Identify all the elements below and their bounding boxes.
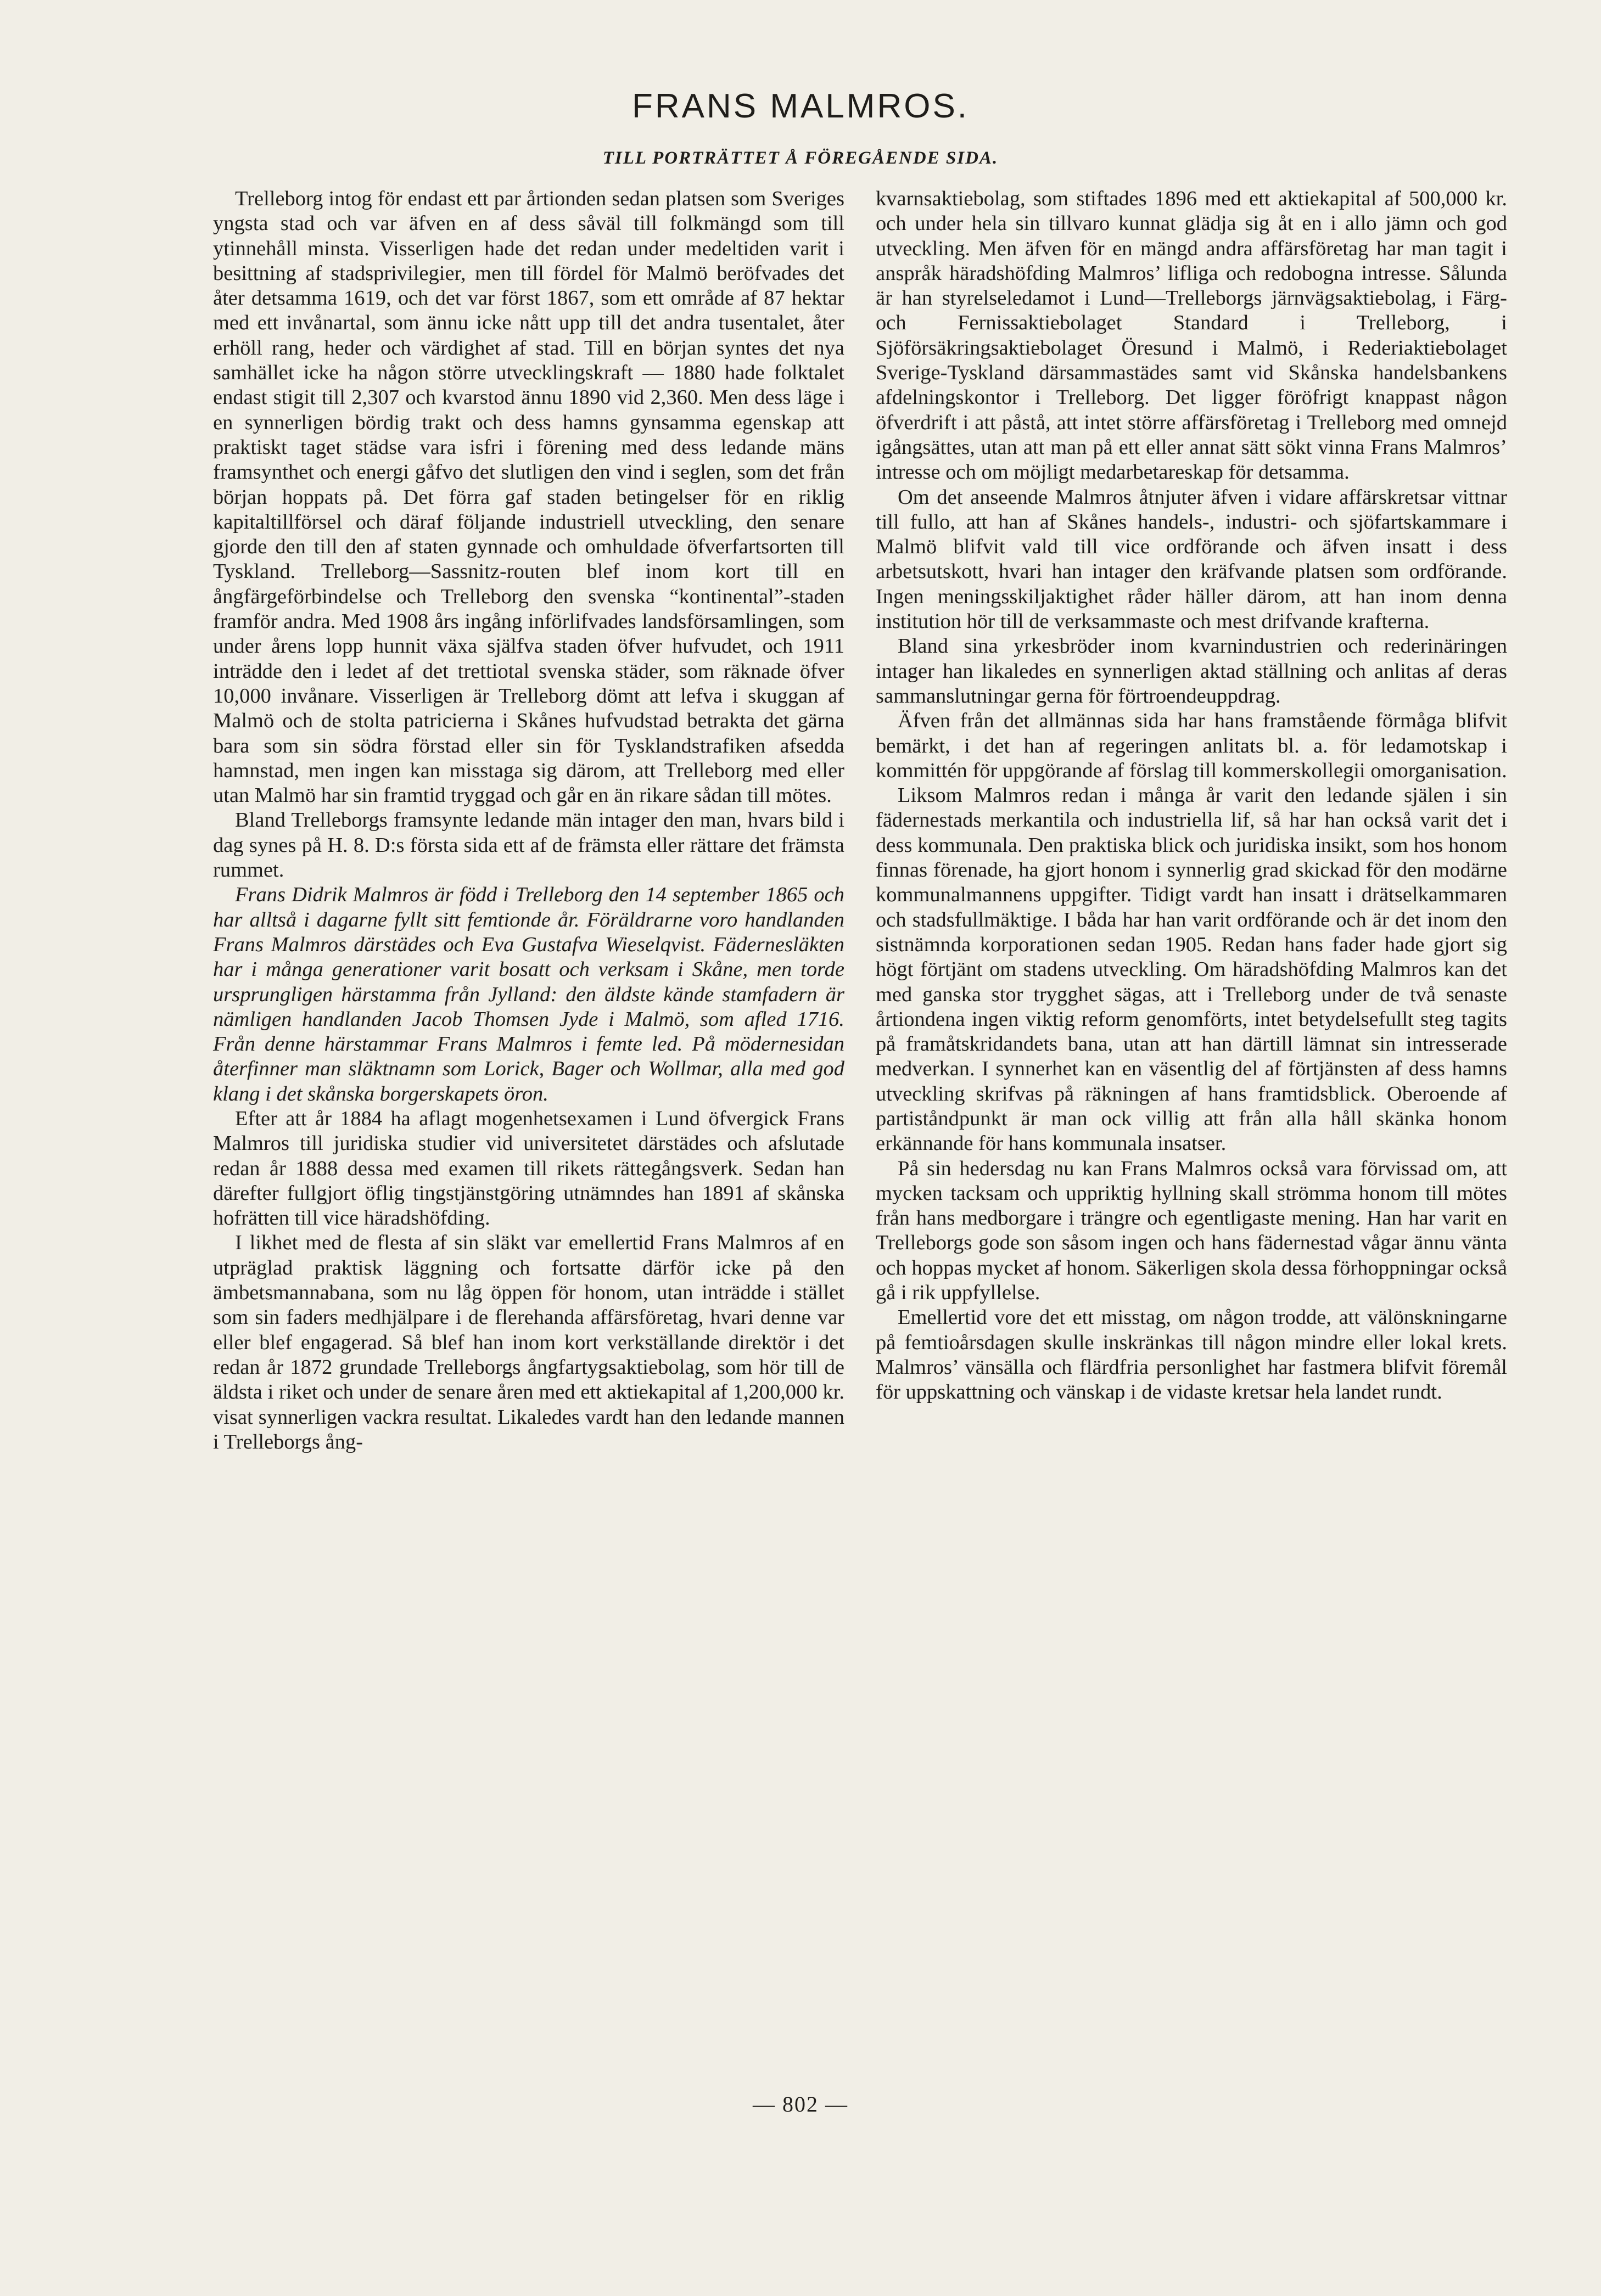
paragraph: Trelleborg intog för endast ett par årtionden sedan platsen som Sveriges yngsta stad och var äfven en af dess såväl till folkmängd som till ytinnehåll minsta. Visserligen hade det redan under medeltiden varit i besittning af stadsprivilegier, men till fördel för Malmö beröfvades det åter detsamma 1619, och det var först 1867, som ett område af 87 hektar med ett invånartal, som ännu icke nått upp till det andra tusentalet, åter erhöll rang, heder och värdighet af stad. Till en början syntes det nya samhället icke ha någon större utvecklingskraft — 1880 hade folktalet endast stigit till 2,307 och kvarstod ännu 1890 vid 2,360. Men dess läge i en synnerligen bördig trakt och dess hamns gynsamma egenskap att praktiskt taget städse vara isfri i förening med dess ledande mäns framsynthet och energi gåfvo det slutligen den vind i seglen, som det från början hoppats på. Det förra gaf staden betingelser för en riklig kapitaltillförsel och däraf följande industriell utveckling, den senare gjorde den till den af staten gynnade och omhuldade öfverfartsorten till Tyskland. Trelleborg—Sassnitz-routen blef inom kort till en ångfärgeförbindelse och Trelleborg den svenska “kontinental”-staden framför andra. Med 1908 års ingång införlifvades landsförsamlingen, som under årens lopp hunnit växa själfva staden öfver hufvudet, och 1911 inträdde den i ledet af det trettiotal svenska städer, som räknade öfver 10,000 invånare. Visserligen är Trelleborg dömt att lefva i skuggan af Malmö och de stolta patricierna i Skånes hufvudstad betrakta det gärna bara som sin södra förstad eller sin för Tysklandstrafiken afsedda hamnstad, men ingen kan misstaga sig därom, att Trelleborg med eller utan Malmö har sin framtid tryggad och går en än rikare sådan till mötes. [213, 187, 844, 807]
paragraph: I likhet med de flesta af sin släkt var emellertid Frans Malmros af en utpräglad praktisk läggning och fortsatte därför icke på den ämbetsmannabana, som nu låg öppen för honom, utan inträdde i stället som sin faders medhjälpare i de flerehanda affärsföretag, hvari denne var eller blef engagerad. Så blef han inom kort verkställande direktör i det redan år 1872 grundade Trelleborgs ångfartygsaktiebolag, som hör till de äldsta i riket och under de senare åren med ett aktiekapital af 1,200,000 kr. visat synnerligen vackra resultat. Likaledes vardt han den ledande mannen i Trelleborgs ång- [213, 1231, 844, 1453]
article-subtitle: TILL PORTRÄTTET Å FÖREGÅENDE SIDA. [602, 148, 999, 168]
paragraph: Liksom Malmros redan i många år varit den ledande själen i sin fädernestads merkantila och industriella lif, så har han också varit det i dess kommunala. Den praktiska blick och juridiska insikt, som hos honom finnas förenade, ha gjort honom i synnerlig grad skickad för den modärne kommunalmannens uppgifter. Tidigt vardt han insatt i drätselkammaren och stadsfullmäktige. I båda har han varit ordförande och är det inom den sistnämnda korporationen sedan 1905. Redan hans fader hade gjort sig högt förtjänt om stadens utveckling. Om häradshöfding Malmros kan det med ganska stor trygghet sägas, att i Trelleborg under de två senaste årtiondena ingen viktig reform genomförts, intet betydelsefullt steg tagits på framåtskridandets bana, utan att han därtill lämnat sin intresserade medverkan. I synnerhet kan en väsentlig del af förtjänsten af dess hamns utveckling skrifvas på räkningen af hans framtidsblick. Oberoende af partiståndpunkt är man ock villig att från alla håll skänka honom erkännande för hans kommunala insatser. [876, 784, 1507, 1155]
paragraph: Efter att år 1884 ha aflagt mogenhetsexamen i Lund öfvergick Frans Malmros till juridiska studier vid universitetet därstädes och afslutade redan år 1888 dessa med examen till rikets rättegångsverk. Sedan han därefter fullgjort öflig tingstjänstgöring utnämndes han 1891 af skånska hofrätten till vice häradshöfding. [213, 1107, 844, 1230]
article-title: FRANS MALMROS. [631, 87, 970, 125]
paragraph: Om det anseende Malmros åtnjuter äfven i vidare affärskretsar vittnar till fullo, att han af Skånes handels-, industri- och sjöfartskammare i Malmö blifvit vald till vice ordförande och äfven insatt i dess arbetsutskott, hvari han intager den kräfvande platsen som ordförande. Ingen meningsskiljaktighet råder häller därom, att han inom denna institution hör till de verksammaste och mest drifvande krafterna. [876, 485, 1507, 633]
paragraph: Frans Didrik Malmros är född i Trelleborg den 14 september 1865 och har alltså i dagarne fyllt sitt femtionde år. Föräldrarne voro handlanden Frans Malmros därstädes och Eva Gustafva Wieselqvist. Fädernesläkten har i många generationer varit bosatt och verksam i Skåne, men torde ursprungligen härstamma från Jylland: den äldste kände stamfadern är nämligen handlanden Jacob Thomsen Jyde i Malmö, som afled 1716. Från denne härstammar Frans Malmros i femte led. På mödernesidan återfinner man släktnamn som Lorick, Bager och Wollmar, alla med god klang i det skånska borgerskapets öron. [213, 883, 844, 1105]
left-column [213, 187, 844, 1455]
page-number: — 802 — [753, 2092, 848, 2117]
paragraph: Bland sina yrkesbröder inom kvarnindustrien och rederinäringen intager han likaledes en synnerligen aktad ställning och anlitas af deras sammanslutningar gerna för förtroendeuppdrag. [876, 635, 1507, 708]
paragraph: På sin hedersdag nu kan Frans Malmros också vara förvissad om, att mycken tacksam och uppriktig hyllning skall strömma honom till mötes från hans medborgare i trängre och egentligaste mening. Han har varit en Trelleborgs gode son såsom ingen och hans fädernestad vågar ännu vänta och hoppas mycket af honom. Säkerligen skola dessa förhoppningar också gå i rik uppfyllelse. [876, 1157, 1507, 1305]
paragraph: Äfven från det allmännas sida har hans framstående förmåga blifvit bemärkt, i det han af regeringen anlitats bl. a. för ledamotskap i kommittén för uppgörande af förslag till kommerskollegii omorganisation. [876, 709, 1507, 782]
right-column [876, 187, 1507, 1405]
paragraph: Bland Trelleborgs framsynte ledande män intager den man, hvars bild i dag synes på H. 8. D:s första sida ett af de främsta eller rättare det främsta rummet. [213, 809, 844, 882]
paragraph: kvarnsaktiebolag, som stiftades 1896 med ett aktiekapital af 500,000 kr. och under hela sin tillvaro kunnat glädja sig åt en i allo jämn och god utveckling. Men äfven för en mängd andra affärsföretag har man tagit i anspråk häradshöfding Malmros’ lifliga och redobogna intresse. Sålunda är han styrelseledamot i Lund—Trelleborgs järnvägsaktiebolag, i Färg- och Fernissaktiebolaget Standard i Trelleborg, i Sjöförsäkringsaktiebolaget Öresund i Malmö, i Rederiaktiebolaget Sverige-Tyskland därsammastädes samt vid Skånska handelsbankens afdelningskontor i Trelleborg. Det ligger föröfrigt knappast någon öfverdrift i att påstå, att intet större affärsföretag i Trelleborg med omnejd igångsättes, utan att man på ett eller annat sätt sökt vinna Frans Malmros’ intresse och om möjligt medarbetareskap för detsamma. [876, 187, 1507, 484]
paragraph: Emellertid vore det ett misstag, om någon trodde, att välönskningarne på femtioårsdagen skulle inskränkas till någon mindre eller lokal krets. Malmros’ vänsälla och flärdfria personlighet har fastmera blifvit föremål för uppskattning och vänskap i de vidaste kretsar hela landet rundt. [876, 1306, 1507, 1404]
